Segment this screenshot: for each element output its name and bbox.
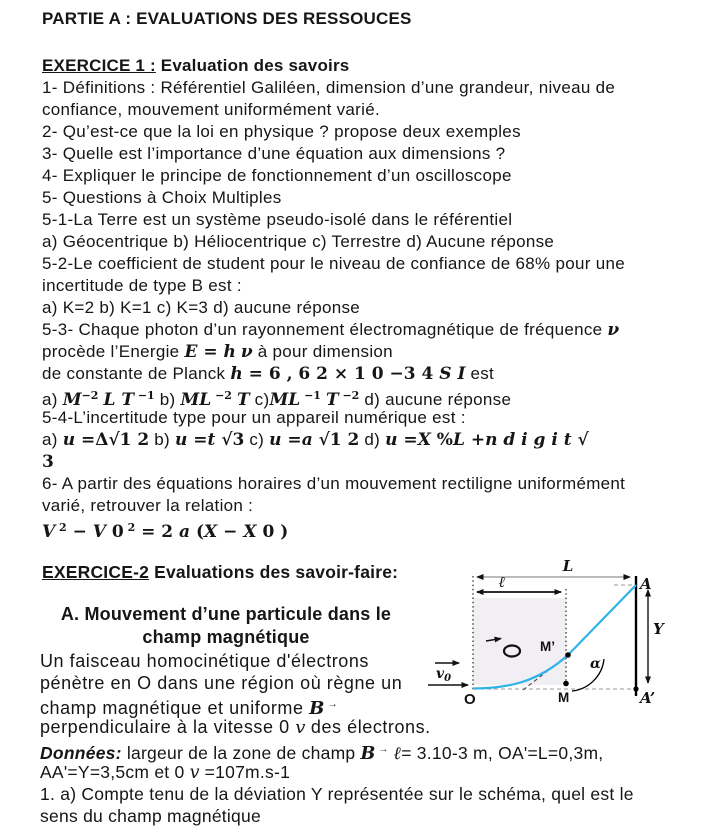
text-segment: varié, retrouver la relation : xyxy=(42,496,254,515)
text-segment: T xyxy=(237,390,250,410)
label-l: ℓ xyxy=(498,573,506,591)
text-line xyxy=(40,783,634,805)
text-segment: L T xyxy=(103,390,135,410)
exercice2-heading xyxy=(42,562,398,583)
text-segment: ν xyxy=(607,320,620,340)
text-line xyxy=(42,495,712,517)
text-segment: v xyxy=(189,763,200,783)
text-segment: Evaluations des savoir-faire: xyxy=(149,562,399,582)
text-line xyxy=(42,319,712,341)
text-segment: des électrons. xyxy=(305,717,431,737)
label-A-prime: A’ xyxy=(640,689,656,707)
text-segment: c) xyxy=(249,390,270,409)
text-segment: a) xyxy=(42,430,63,449)
text-segment: = xyxy=(187,430,208,450)
text-segment: h xyxy=(223,342,236,362)
text-segment: ( xyxy=(190,522,205,542)
text-segment: 5- Questions à Choix Multiples xyxy=(42,188,282,207)
section-a-paragraph xyxy=(40,650,431,738)
label-M-prime: M’ xyxy=(540,639,555,654)
text-line xyxy=(42,429,712,451)
text-segment: b) xyxy=(149,430,175,449)
text-segment: X xyxy=(204,522,218,542)
text-segment: =Δ√1 2 xyxy=(75,430,150,450)
text-segment: t xyxy=(207,430,216,450)
exercice1-body xyxy=(42,77,712,542)
text-line xyxy=(42,253,712,275)
text-segment: sens du champ magnétique xyxy=(40,806,261,826)
label-L: L xyxy=(562,557,574,575)
label-alpha: α xyxy=(590,656,601,672)
text-segment: −2 xyxy=(338,389,360,402)
text-segment: √3 xyxy=(215,430,245,450)
text-line xyxy=(40,672,431,694)
text-line xyxy=(42,275,712,297)
text-segment: a xyxy=(179,522,191,542)
page-title: PARTIE A : EVALUATIONS DES RESSOUCES xyxy=(42,9,412,28)
text-segment: Données: xyxy=(40,743,122,763)
magnetic-field-diagram xyxy=(428,556,720,718)
text-segment: b) xyxy=(154,390,181,409)
text-segment: 5-4-L’incertitude type pour un appareil numérique est : xyxy=(42,408,466,427)
text-segment: à pour dimension xyxy=(252,342,393,361)
text-segment: u xyxy=(269,430,282,450)
text-segment: 5-2-Le coefficient de student pour le niveau de confiance de 68% pour une xyxy=(42,254,625,273)
text-line xyxy=(42,121,712,143)
text-segment: v xyxy=(295,717,306,738)
point-A-prime xyxy=(633,686,638,691)
label-A: A xyxy=(640,575,652,593)
text-segment: incertitude de type B est : xyxy=(42,276,242,295)
text-segment: S I xyxy=(439,364,466,384)
text-line xyxy=(40,716,431,738)
text-segment: procède l’Energie xyxy=(42,342,185,361)
text-segment: E xyxy=(184,342,198,362)
text-segment: 1. a) Compte tenu de la déviation Y représentée sur le schéma, quel est le xyxy=(40,784,634,804)
text-line xyxy=(42,517,712,542)
text-segment: d) aucune réponse xyxy=(359,390,512,409)
text-segment: =107m.s-1 xyxy=(199,762,291,782)
text-segment: 5-3- Chaque photon d’un rayonnement électromagnétique de fréquence xyxy=(42,320,608,339)
text-segment: AA'=Y=3,5cm et 0 xyxy=(40,762,190,782)
text-line xyxy=(42,187,712,209)
text-line xyxy=(42,231,712,253)
text-segment: 6- A partir des équations horaires d’un mouvement rectiligne uniformément xyxy=(42,474,626,493)
text-segment: a xyxy=(301,430,313,450)
text-segment: V xyxy=(42,522,56,542)
text-segment: u xyxy=(62,430,76,450)
text-segment: a) K=2 b) K=1 c) K=3 d) aucune réponse xyxy=(42,298,361,317)
section-a-title-line1: A. Mouvement d’une particule dans le xyxy=(60,604,392,624)
label-Y: Y xyxy=(653,620,664,638)
text-segment: = 2 xyxy=(135,522,180,542)
text-line xyxy=(42,209,712,231)
label-O: O xyxy=(464,691,476,708)
text-segment: → xyxy=(324,699,339,710)
text-segment: X xyxy=(417,430,431,450)
text-segment: −1 xyxy=(134,389,155,402)
text-segment: h xyxy=(230,364,243,384)
text-segment: % xyxy=(430,430,453,450)
text-line xyxy=(42,165,712,187)
text-segment: pénètre en O dans une région où règne un xyxy=(40,673,403,693)
text-segment: largeur de la zone de champ xyxy=(121,743,361,763)
text-segment: − xyxy=(217,522,244,542)
text-segment: perpendiculaire à la vitesse 0 xyxy=(40,717,296,737)
text-line xyxy=(42,473,712,495)
text-segment: 2- Qu’est-ce que la loi en physique ? propose deux exemples xyxy=(42,122,521,141)
text-segment: = 6 , 6 2 × 1 0 −3 4 xyxy=(242,364,440,384)
text-segment: 0 xyxy=(105,522,124,542)
exercice1-heading xyxy=(42,56,349,76)
text-segment: V xyxy=(92,522,106,542)
text-segment: u xyxy=(385,430,398,450)
text-segment: → xyxy=(375,744,389,755)
text-segment: ML xyxy=(180,390,212,410)
text-segment: L xyxy=(452,430,465,450)
point-M-prime xyxy=(565,652,571,658)
label-M: M xyxy=(558,690,570,705)
text-segment: = xyxy=(397,430,418,450)
text-segment: 2 xyxy=(123,521,136,534)
text-line xyxy=(42,297,712,319)
text-line xyxy=(42,407,712,429)
point-M xyxy=(563,681,569,687)
section-a-title-line2: champ magnétique xyxy=(142,627,310,647)
text-line xyxy=(40,761,634,783)
text-segment: confiance, mouvement uniformément varié. xyxy=(42,100,380,119)
text-segment: 3- Quelle est l’importance d’une équation aux dimensions ? xyxy=(42,144,506,163)
text-segment: −1 xyxy=(300,389,321,402)
text-line xyxy=(40,739,634,764)
text-segment: 3 xyxy=(42,452,54,472)
text-segment: M xyxy=(62,390,82,410)
text-segment: EXERCICE-2 xyxy=(42,562,150,582)
text-line xyxy=(40,694,431,719)
text-line xyxy=(40,650,431,672)
text-segment: 4- Expliquer le principe de fonctionnement d’un oscilloscope xyxy=(42,166,512,185)
text-segment: 2 xyxy=(55,521,67,534)
text-segment: u xyxy=(175,430,188,450)
donnees-and-question xyxy=(40,739,634,827)
text-segment: EXERCICE 1 : xyxy=(42,56,156,75)
text-segment: + xyxy=(464,430,486,450)
text-segment: T xyxy=(325,390,339,410)
text-segment: B xyxy=(309,698,325,719)
text-segment: d) xyxy=(359,430,386,449)
text-segment: = 3.10-3 m, OA'=L=0,3m, xyxy=(401,743,604,763)
text-segment: B xyxy=(360,744,376,764)
text-segment: − xyxy=(66,522,93,542)
section-a-title xyxy=(40,603,412,649)
text-segment: a) Géocentrique b) Héliocentrique c) Terrestre d) Aucune réponse xyxy=(42,232,555,251)
text-segment: n d i g i t xyxy=(485,430,572,450)
text-line xyxy=(42,77,712,99)
text-segment: −2 xyxy=(211,389,232,402)
text-segment: a) xyxy=(42,390,63,409)
text-segment: −2 xyxy=(81,389,99,402)
text-line xyxy=(42,143,712,165)
text-segment: champ magnétique et uniforme xyxy=(40,698,310,718)
text-segment: c) xyxy=(244,430,270,449)
text-segment: √1 2 xyxy=(312,430,360,450)
text-segment: ML xyxy=(269,390,301,410)
text-segment: Un faisceau homocinétique d'électrons xyxy=(40,651,369,671)
text-segment: X xyxy=(243,522,257,542)
text-line xyxy=(42,99,712,121)
text-line xyxy=(42,341,712,363)
text-line xyxy=(42,385,712,410)
text-segment: = xyxy=(281,430,302,450)
text-segment: est xyxy=(465,364,495,383)
text-segment: ℓ xyxy=(393,744,402,764)
text-segment: = xyxy=(197,342,224,362)
text-segment: Evaluation des savoirs xyxy=(155,56,350,75)
text-segment: de constante de Planck xyxy=(42,364,231,383)
text-segment: √ xyxy=(571,430,589,450)
label-v0: $v_0$ xyxy=(436,666,452,684)
text-segment: ν xyxy=(240,342,253,362)
text-segment: 0 ) xyxy=(256,522,289,542)
text-line xyxy=(42,451,712,473)
text-segment: 5-1-La Terre est un système pseudo-isolé dans le référentiel xyxy=(42,210,513,229)
text-segment: 1- Définitions : Référentiel Galiléen, dimension d’une grandeur, niveau de xyxy=(42,78,616,97)
text-line xyxy=(42,363,712,385)
text-line xyxy=(40,805,634,827)
